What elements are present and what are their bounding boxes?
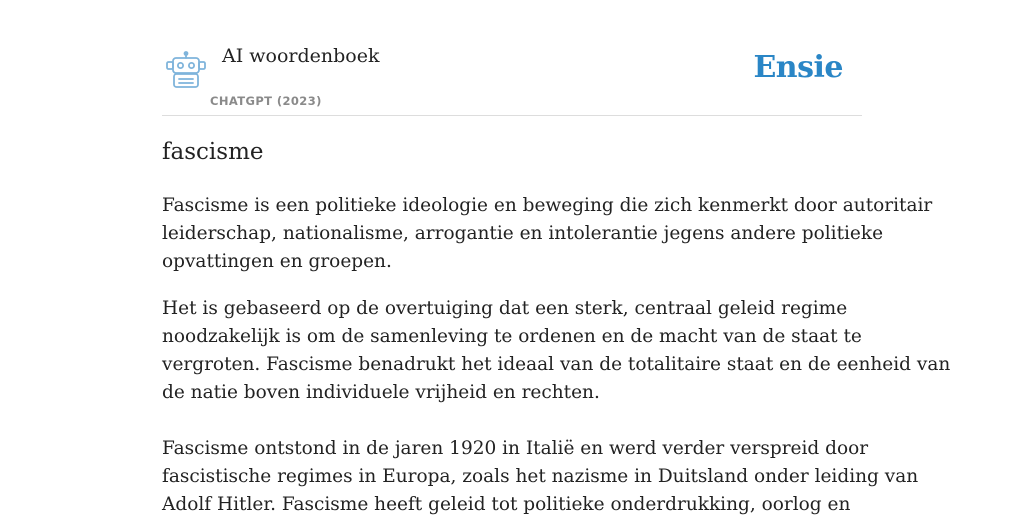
brand-logo[interactable]: Ensie bbox=[753, 50, 843, 85]
definition-paragraph bbox=[162, 435, 919, 519]
definition-line: opvattingen en groepen. bbox=[162, 251, 392, 272]
definition-line: leiderschap, nationalisme, arrogantie en intolerantie jegens andere politieke bbox=[162, 223, 884, 244]
page bbox=[162, 0, 951, 515]
entry-definition bbox=[162, 192, 951, 519]
definition-line: Het is gebaseerd op de overtuiging dat een sterk, centraal geleid regime bbox=[162, 298, 848, 319]
definition-line: fascistische regimes in Europa, zoals het nazisme in Duitsland onder leiding van bbox=[162, 466, 919, 487]
entry-term: fascisme bbox=[162, 139, 264, 165]
definition-line: de natie boven individuele vrijheid en rechten. bbox=[162, 382, 600, 403]
paragraph-spacer bbox=[162, 276, 862, 295]
robot-icon bbox=[165, 51, 207, 89]
definition-line: noodzakelijk is om de samenleving te ordenen en de macht van de staat te bbox=[162, 326, 862, 347]
definition-line: Fascisme is een politieke ideologie en beweging die zich kenmerkt door autoritair bbox=[162, 195, 933, 216]
definition-line: Adolf Hitler. Fascisme heeft geleid tot politieke onderdrukking, oorlog en bbox=[162, 494, 851, 515]
entry-header bbox=[162, 0, 862, 116]
paragraph-spacer bbox=[162, 407, 862, 435]
definition-line: vergroten. Fascisme benadrukt het ideaal van de totalitaire staat en de eenheid van bbox=[162, 354, 951, 375]
source-title[interactable]: AI woordenboek bbox=[222, 45, 380, 67]
definition-line: Fascisme ontstond in de jaren 1920 in Italië en werd verder verspreid door bbox=[162, 438, 869, 459]
source-subtitle: CHATGPT (2023) bbox=[210, 94, 322, 108]
definition-paragraph bbox=[162, 295, 951, 407]
definition-paragraph bbox=[162, 192, 933, 276]
